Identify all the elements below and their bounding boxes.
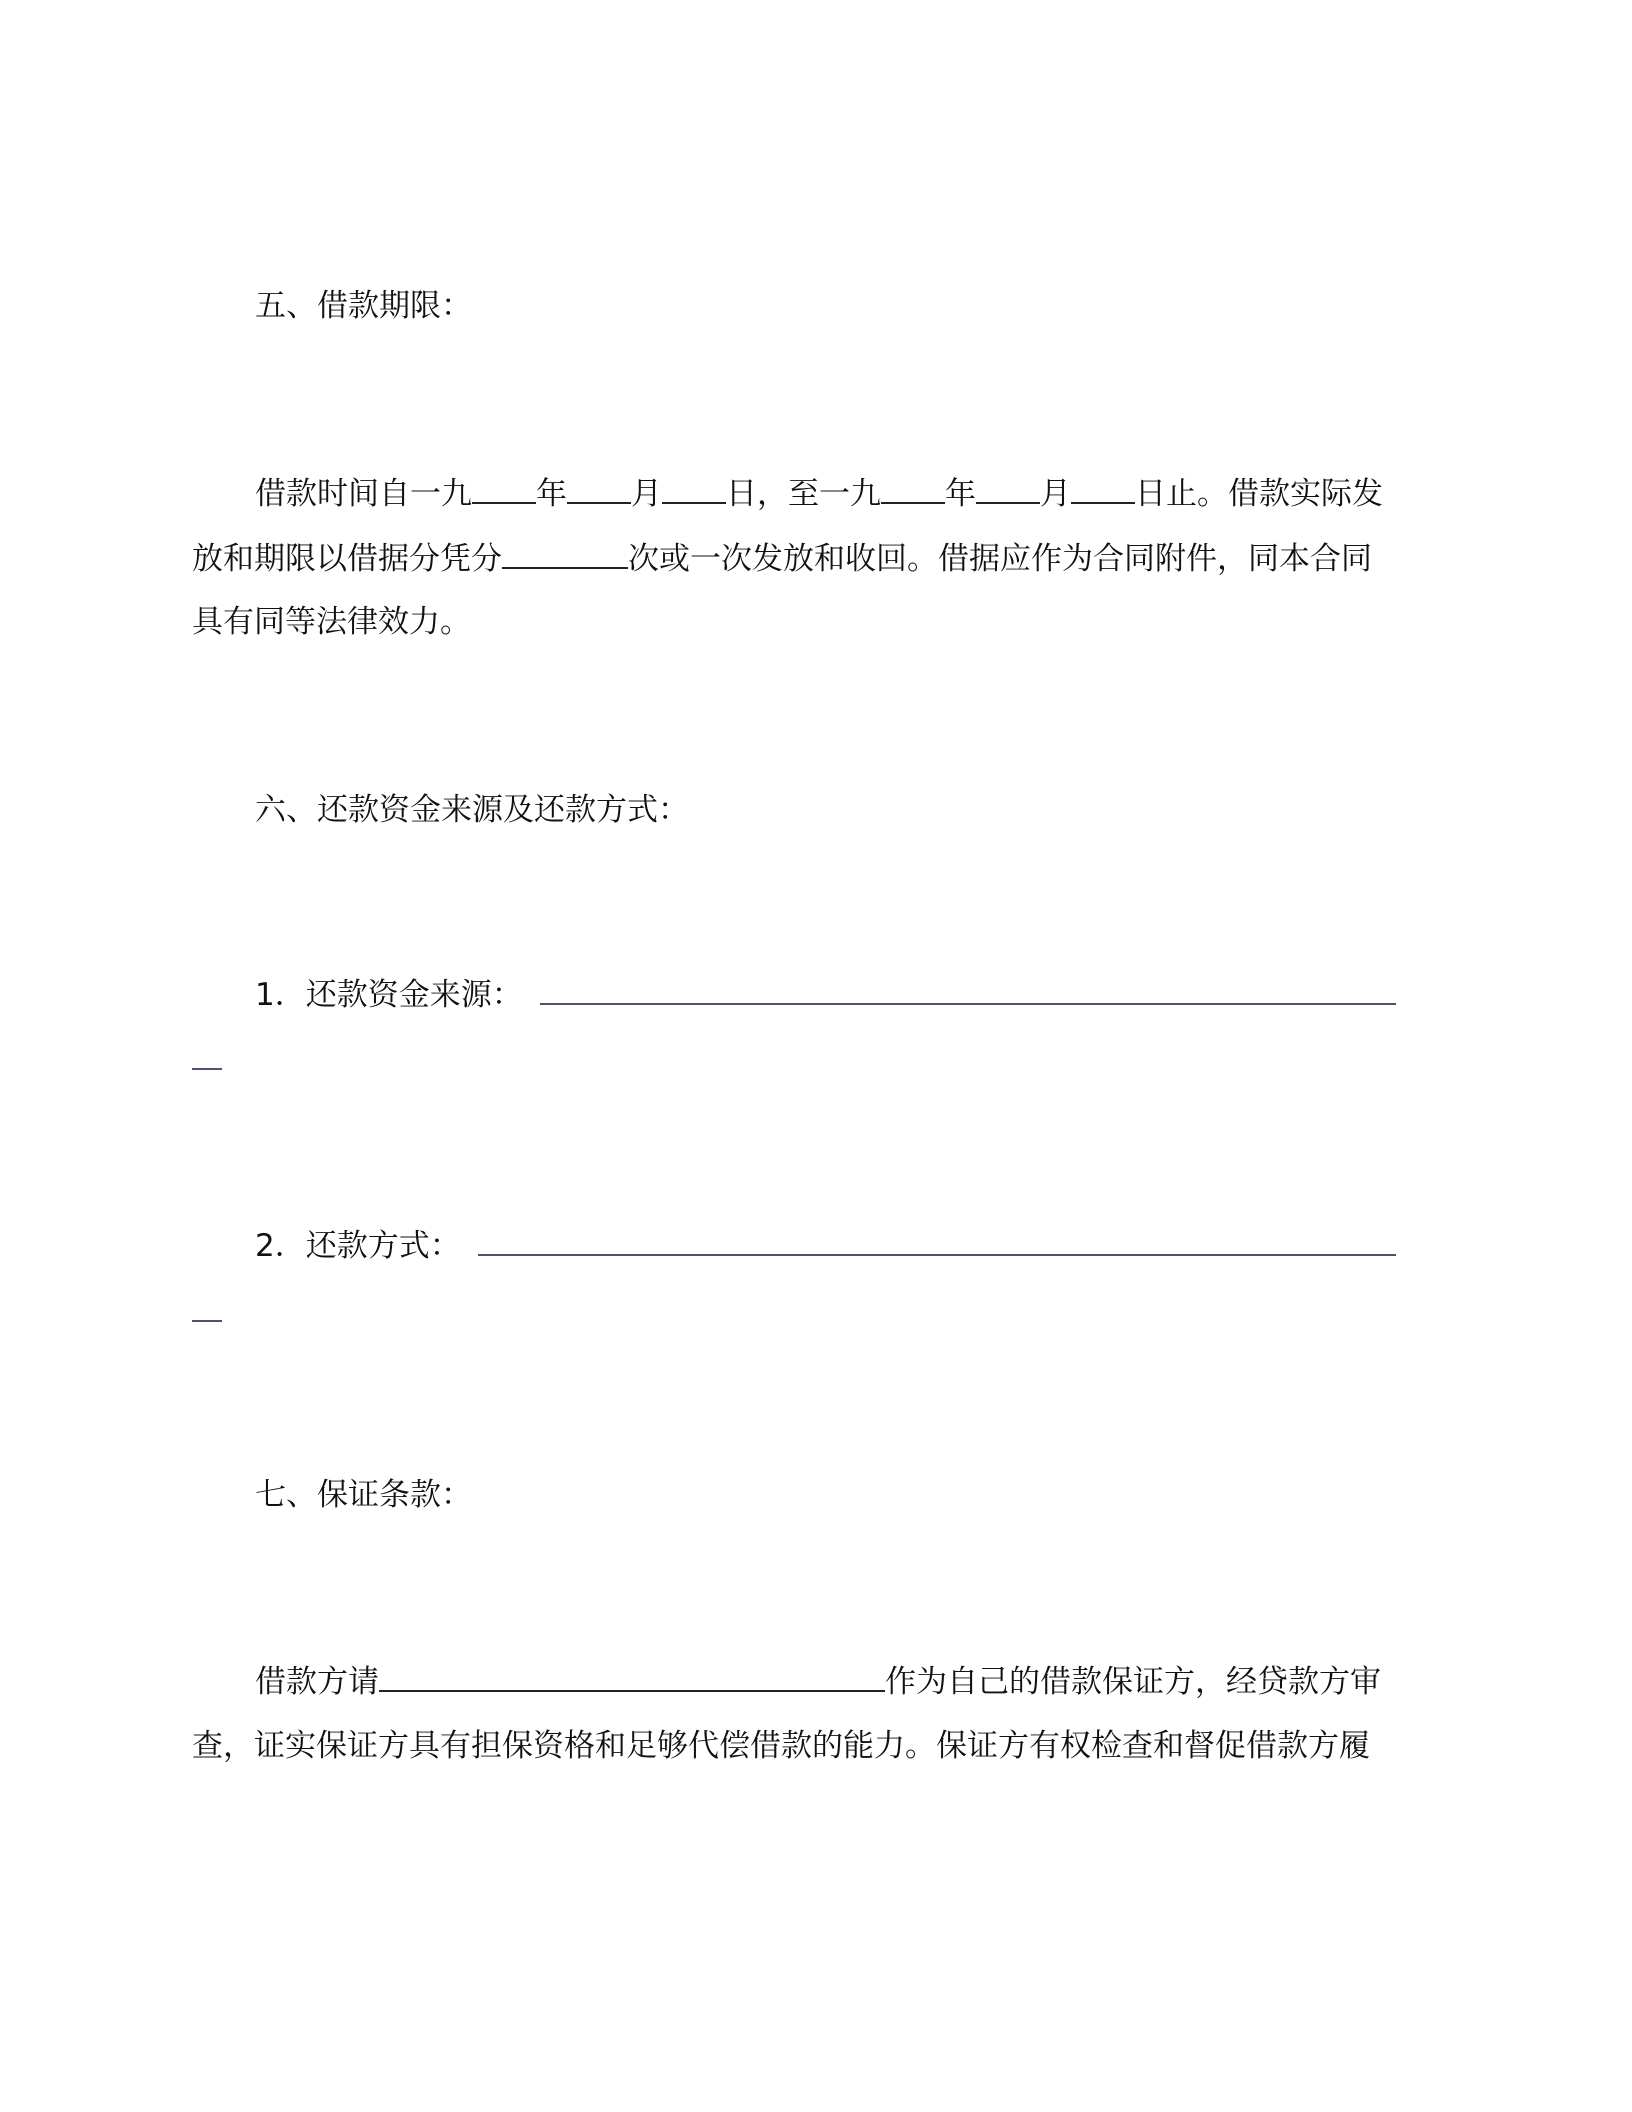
section-5-paragraph-line-3: 具有同等法律效力。 [192,604,471,640]
text-segment: 月 [1040,476,1071,512]
guarantor-name-blank[interactable] [379,1660,885,1692]
text-segment: 年 [536,476,567,512]
text-segment: 借款时间自一九 [255,476,472,512]
text-segment: 月 [631,476,662,512]
section-7-paragraph-line-1 [255,1660,1381,1702]
month-blank[interactable] [567,472,631,504]
repayment-method-label: 2．还款方式： [255,1228,461,1264]
repayment-method-field[interactable] [478,1254,1396,1256]
text-segment: 借款方请 [255,1664,379,1700]
text-segment: 日止。借款实际发 [1135,476,1383,512]
day-blank[interactable] [662,472,726,504]
section-7-paragraph-line-2: 查，证实保证方具有担保资格和足够代偿借款的能力。保证方有权检查和督促借款方履 [192,1728,1370,1764]
section-5-paragraph-line-2 [192,537,1372,579]
end-day-blank[interactable] [1071,472,1135,504]
repayment-method-field-continuation[interactable] [192,1320,222,1322]
section-5-heading: 五、借款期限： [255,288,472,324]
repayment-source-field-continuation[interactable] [192,1068,222,1070]
section-6-heading: 六、还款资金来源及还款方式： [255,792,689,828]
text-segment: 日，至一九 [726,476,881,512]
installments-blank[interactable] [502,537,628,569]
text-segment: 放和期限以借据分凭分 [192,541,502,577]
section-5-paragraph-line-1 [255,472,1383,514]
repayment-source-label: 1．还款资金来源： [255,977,523,1013]
text-segment: 作为自己的借款保证方，经贷款方审 [885,1664,1381,1700]
text-segment: 次或一次发放和收回。借据应作为合同附件，同本合同 [628,541,1372,577]
repayment-source-field[interactable] [540,1003,1396,1005]
section-7-heading: 七、保证条款： [255,1477,472,1513]
end-year-blank[interactable] [881,472,945,504]
text-segment: 年 [945,476,976,512]
year-blank[interactable] [472,472,536,504]
end-month-blank[interactable] [976,472,1040,504]
